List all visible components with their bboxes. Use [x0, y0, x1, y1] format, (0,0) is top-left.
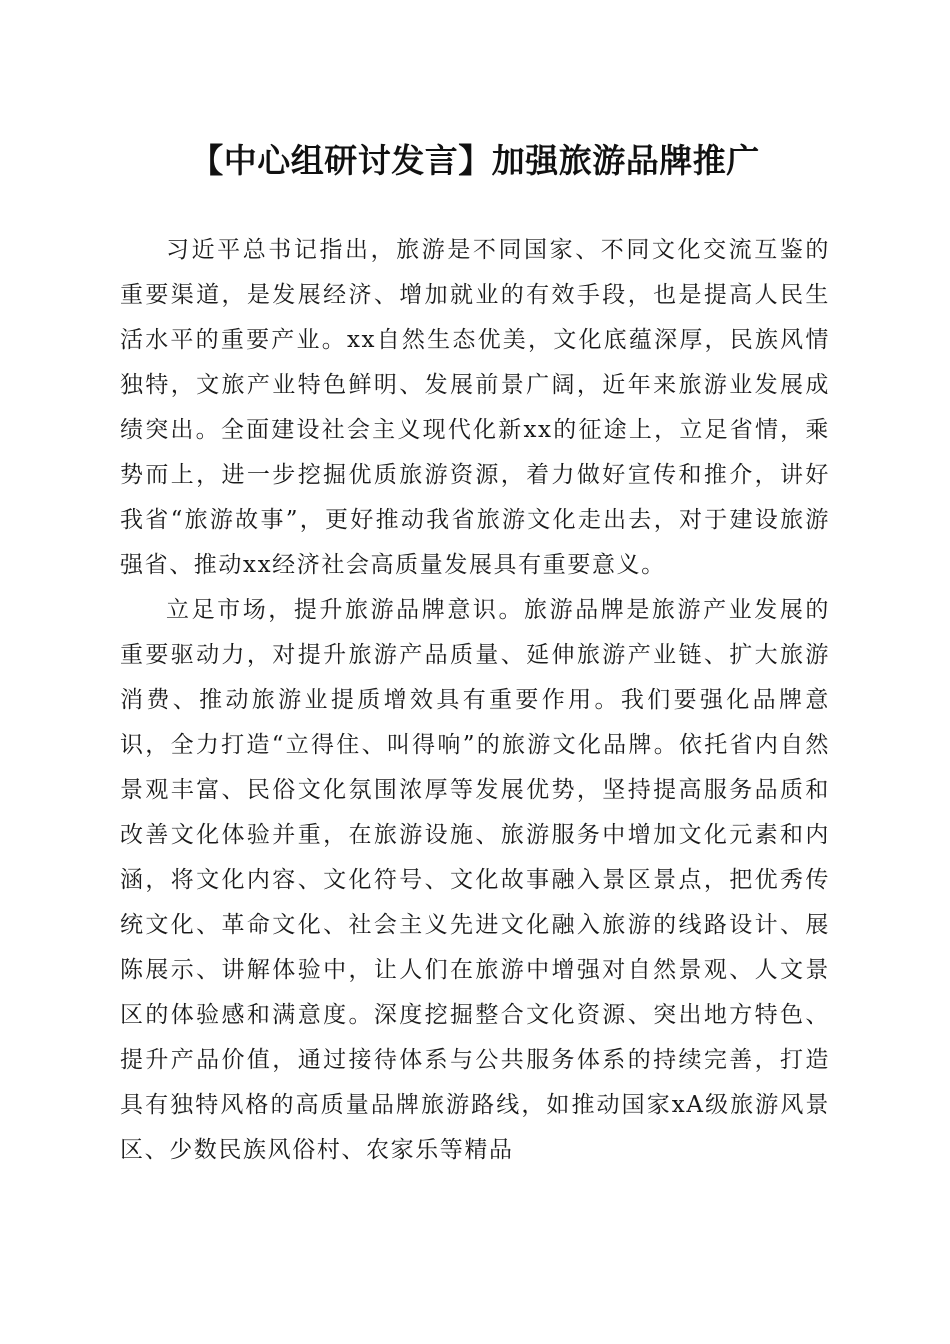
paragraph-intro: 习近平总书记指出，旅游是不同国家、不同文化交流互鉴的重要渠道，是发展经济、增加就业的有效手段，也是提高人民生活水平的重要产业。xx自然生态优美，文化底蕴深厚，民族风情独特，文旅产业特色鲜明、发展前景广阔，近年来旅游业发展成绩突出。全面建设社会主义现代化新xx的征途上，立足省情，乘势而上，进一步挖掘优质旅游资源，着力做好宣传和推介，讲好我省“旅游故事”，更好推动我省旅游文化走出去，对于建设旅游强省、推动xx经济社会高质量发展具有重要意义。	[120, 237, 830, 578]
paragraph-brand-awareness: 立足市场，提升旅游品牌意识。旅游品牌是旅游产业发展的重要驱动力，对提升旅游产品质量、延伸旅游产业链、扩大旅游消费、推动旅游业提质增效具有重要作用。我们要强化品牌意识，全力打造“立得住、叫得响”的旅游文化品牌。依托省内自然景观丰富、民俗文化氛围浓厚等发展优势，坚持提高服务品质和改善文化体验并重，在旅游设施、旅游服务中增加文化元素和内涵，将文化内容、文化符号、文化故事融入景区景点，把优秀传统文化、革命文化、社会主义先进文化融入旅游的线路设计、展陈展示、讲解体验中，让人们在旅游中增强对自然景观、人文景区的体验感和满意度。深度挖掘整合文化资源、突出地方特色、提升产品价值，通过接待体系与公共服务体系的持续完善，打造具有独特风格的高质量品牌旅游路线，如推动国家xA级旅游风景区、少数民族风俗村、农家乐等精品	[120, 597, 830, 1163]
document-body	[120, 228, 830, 1173]
document-title: 【中心组研讨发言】加强旅游品牌推广	[190, 141, 760, 180]
